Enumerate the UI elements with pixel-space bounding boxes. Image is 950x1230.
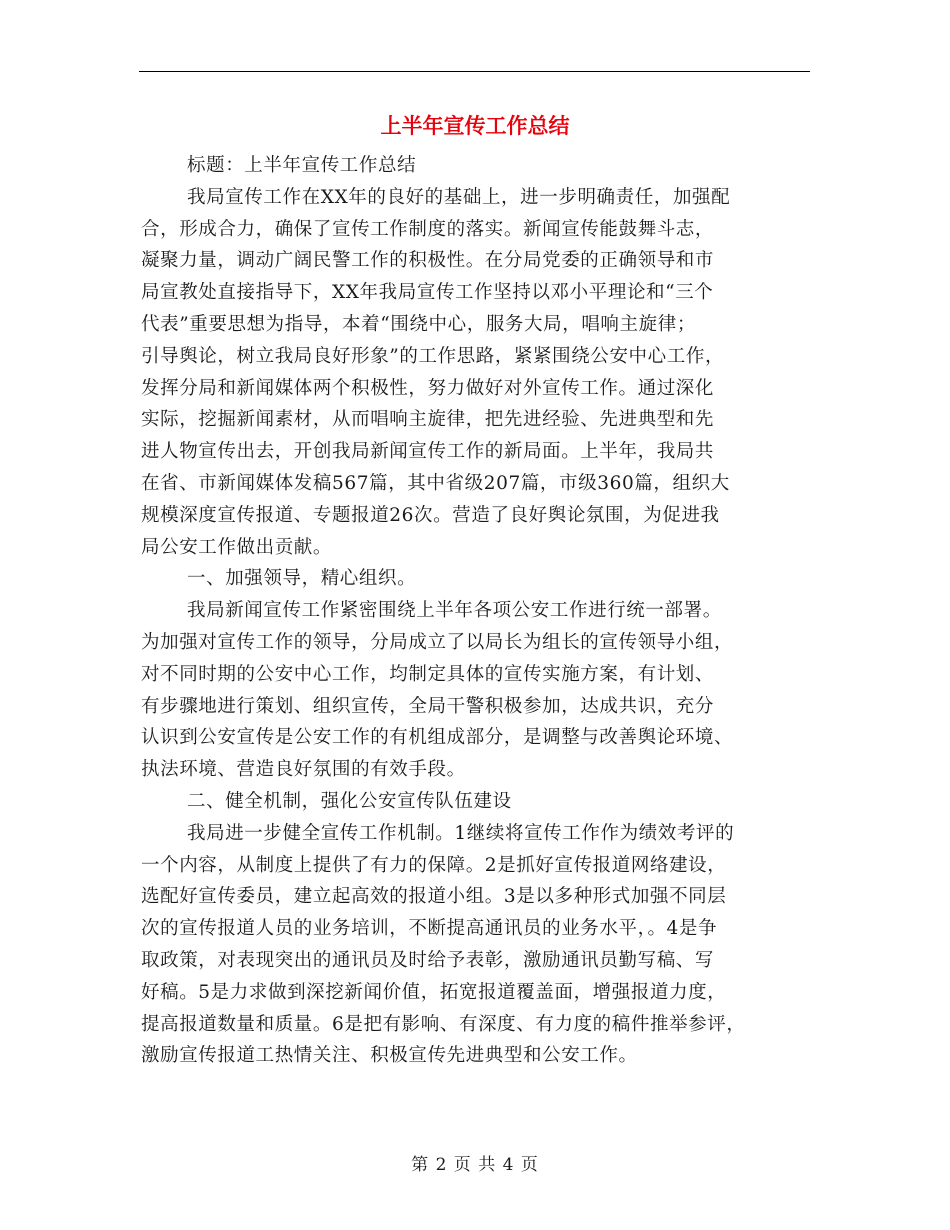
body-line: 二、健全机制，强化公安宣传队伍建设: [187, 790, 512, 812]
body-line: 局宣教处直接指导下，XX年我局宣传工作坚持以邓小平理论和“三个: [141, 282, 714, 304]
body-line: 次的宣传报道人员的业务培训，不断提高通讯员的业务水平，。4是争: [141, 918, 718, 940]
body-line: 代表”重要思想为指导，本着“围绕中心，服务大局，唱响主旋律；: [141, 313, 696, 335]
body-line: 实际，挖掘新闻素材，从而唱响主旋律，把先进经验、先进典型和先: [141, 409, 715, 431]
body-line: 对不同时期的公安中心工作，均制定具体的宣传实施方案，有计划、: [141, 663, 715, 685]
body-line: 取政策，对表现突出的通讯员及时给予表彰，激励通讯员勤写稿、写: [141, 949, 715, 971]
body-line: 在省、市新闻媒体发稿567篇，其中省级207篇，市级360篇，组织大: [141, 472, 730, 494]
body-line: 我局进一步健全宣传工作机制。1继续将宣传工作作为绩效考评的: [187, 822, 735, 844]
body-line: 局公安工作做出贡献。: [141, 536, 333, 558]
body-line: 一个内容，从制度上提供了有力的保障。2是抓好宣传报道网络建设，: [141, 854, 727, 876]
body-line: 发挥分局和新闻媒体两个积极性，努力做好对外宣传工作。通过深化: [141, 377, 715, 399]
body-line: 进人物宣传出去，开创我局新闻宣传工作的新局面。上半年，我局共: [141, 441, 715, 463]
document-body: [141, 150, 813, 1072]
body-line: 合，形成合力，确保了宣传工作制度的落实。新闻宣传能鼓舞斗志，: [141, 218, 715, 240]
body-line: 认识到公安宣传是公安工作的有机组成部分，是调整与改善舆论环境、: [141, 727, 734, 749]
page-number-footer: 第 2 页 共 4 页: [411, 1155, 539, 1175]
body-line: 好稿。5是力求做到深挖新闻价值，拓宽报道覆盖面，增强报道力度，: [141, 981, 727, 1003]
body-line: 凝聚力量，调动广阔民警工作的积极性。在分局党委的正确领导和市: [141, 250, 715, 272]
body-line: 规模深度宣传报道、专题报道26次。营造了良好舆论氛围，为促进我: [141, 504, 720, 526]
body-line: 执法环境、营造良好氛围的有效手段。: [141, 759, 466, 781]
body-line: 一、加强领导，精心组织。: [187, 568, 417, 590]
body-line: 我局宣传工作在XX年的良好的基础上，进一步明确责任，加强配: [187, 186, 731, 208]
body-line: 我局新闻宣传工作紧密围绕上半年各项公安工作进行统一部署。: [187, 600, 722, 622]
body-line: 激励宣传报道工热情关注、积极宣传先进典型和公安工作。: [141, 1045, 638, 1067]
header-rule: [139, 71, 810, 72]
body-line: 为加强对宣传工作的领导，分局成立了以局长为组长的宣传领导小组，: [141, 631, 734, 653]
body-line: 引导舆论，树立我局良好形象”的工作思路，紧紧围绕公安中心工作，: [141, 345, 725, 367]
document-title: 上半年宣传工作总结: [380, 114, 570, 138]
body-line: 标题：上半年宣传工作总结: [187, 155, 417, 176]
body-line: 有步骤地进行策划、组织宣传，全局干警积极参加，达成共识，充分: [141, 695, 715, 717]
body-line: 选配好宣传委员，建立起高效的报道小组。3是以多种形式加强不同层: [141, 886, 727, 908]
body-line: 提高报道数量和质量。6是把有影响、有深度、有力度的稿件推举参评，: [141, 1013, 746, 1035]
